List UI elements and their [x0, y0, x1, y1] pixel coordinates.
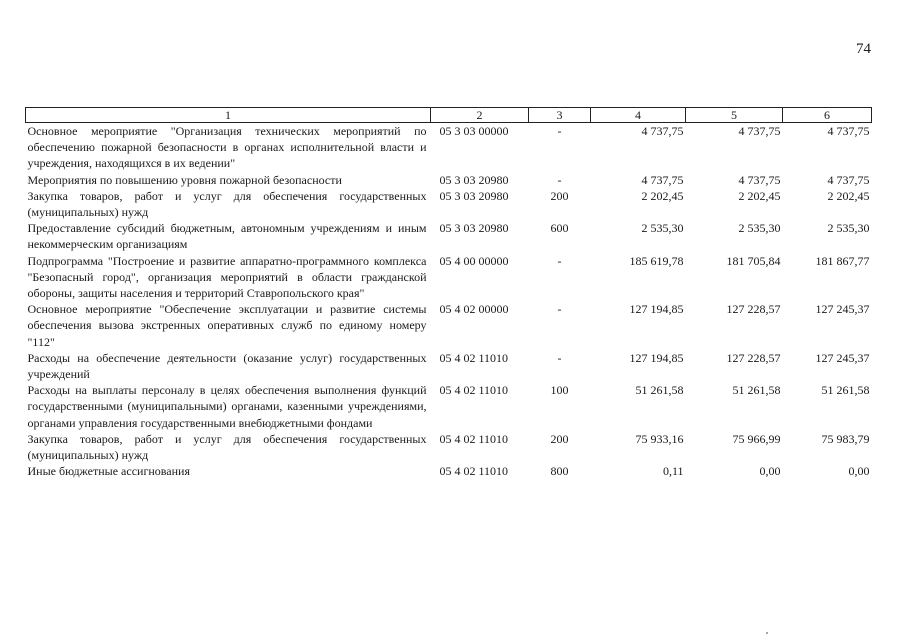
- row-code: 05 4 02 00000: [439, 302, 509, 317]
- row-value-col-4: 51 261,58: [635, 383, 684, 398]
- row-expense-type: -: [557, 302, 562, 317]
- table-row: [26, 301, 872, 350]
- row-code: 05 3 03 20980: [439, 188, 509, 203]
- row-value-col-5: 0,00: [759, 464, 781, 479]
- row-name: Закупка товаров, работ и услуг для обеспечения государственных (муниципальных) нужд: [27, 431, 427, 463]
- header-col-2: 2: [431, 108, 529, 123]
- row-expense-type: -: [557, 350, 562, 365]
- row-code: 05 4 02 11010: [439, 350, 509, 365]
- row-value-col-5: 2 535,30: [738, 221, 781, 236]
- row-value-col-6: 4 737,75: [827, 124, 870, 138]
- row-value-col-4: 127 194,85: [629, 350, 684, 365]
- row-value-col-4: 127 194,85: [629, 302, 684, 317]
- row-name: Закупка товаров, работ и услуг для обеспечения государственных (муниципальных) нужд: [27, 188, 427, 220]
- row-expense-type: 200: [550, 431, 569, 446]
- row-name: Основное мероприятие "Организация технических мероприятий по обеспечению пожарной безопасности в органах исполнительной власти и учреждения, находящихся в их ведении": [27, 124, 427, 171]
- row-name: Предоставление субсидий бюджетным, автономным учреждениям и иным некоммерческим организациям: [27, 221, 427, 252]
- header-col-4: 4: [591, 108, 686, 123]
- budget-table: [25, 107, 872, 479]
- row-code: 05 4 02 11010: [439, 383, 509, 398]
- table-row: [26, 350, 872, 382]
- row-name: Подпрограмма "Построение и развитие аппаратно-программного комплекса "Безопасный город", организация мероприятий в области гражданской обороны, защиты населения и территорий Ставропольского края": [27, 253, 427, 301]
- row-expense-type: 600: [550, 221, 569, 236]
- row-name: Мероприятия по повышению уровня пожарной безопасности: [27, 172, 342, 187]
- table-row: [26, 463, 872, 479]
- row-value-col-6: 2 202,45: [827, 188, 870, 203]
- row-expense-type: -: [557, 172, 562, 187]
- header-row: [26, 108, 872, 123]
- row-code: 05 4 02 11010: [439, 464, 509, 479]
- table-row: [26, 382, 872, 431]
- table-row: [26, 253, 872, 302]
- row-expense-type: 200: [550, 188, 569, 203]
- row-name: Расходы на выплаты персоналу в целях обеспечения выполнения функций государственными (муниципальными) органами, казенными учреждениями, органами управления государственными внебюджетными фондами: [27, 383, 427, 430]
- row-name: Иные бюджетные ассигнования: [27, 464, 190, 479]
- row-name: Основное мероприятие "Обеспечение эксплуатации и развитие системы обеспечения вызова экстренных оперативных служб по единому номеру "112": [27, 302, 427, 349]
- scan-speck: [766, 632, 768, 634]
- row-value-col-4: 2 202,45: [641, 188, 684, 203]
- row-value-col-5: 2 202,45: [738, 188, 781, 203]
- row-value-col-6: 75 983,79: [821, 431, 870, 446]
- table-row: [26, 431, 872, 463]
- row-code: 05 3 03 00000: [439, 124, 509, 138]
- page-number: 74: [856, 41, 871, 57]
- row-value-col-6: 127 245,37: [815, 302, 870, 317]
- row-value-col-6: 51 261,58: [821, 383, 870, 398]
- row-value-col-5: 127 228,57: [726, 350, 781, 365]
- row-expense-type: -: [557, 253, 562, 268]
- row-value-col-6: 2 535,30: [827, 221, 870, 236]
- table-row: [26, 220, 872, 252]
- row-name: Расходы на обеспечение деятельности (оказание услуг) государственных учреждений: [27, 350, 427, 382]
- table-row: [26, 123, 872, 172]
- row-value-col-4: 4 737,75: [641, 172, 684, 187]
- header-col-3: 3: [529, 108, 591, 123]
- row-value-col-5: 4 737,75: [738, 172, 781, 187]
- row-value-col-6: 4 737,75: [827, 172, 870, 187]
- row-value-col-5: 75 966,99: [732, 431, 781, 446]
- header-col-1: 1: [26, 108, 431, 123]
- row-expense-type: 100: [550, 383, 569, 398]
- row-value-col-5: 127 228,57: [726, 302, 781, 317]
- row-code: 05 3 03 20980: [439, 172, 509, 187]
- row-value-col-5: 4 737,75: [738, 124, 781, 138]
- table-row: [26, 172, 872, 188]
- row-value-col-4: 185 619,78: [629, 253, 684, 268]
- row-value-col-4: 4 737,75: [641, 124, 684, 138]
- row-value-col-4: 0,11: [662, 464, 684, 479]
- table-row: [26, 188, 872, 220]
- row-expense-type: -: [557, 124, 562, 138]
- row-value-col-6: 0,00: [848, 464, 870, 479]
- row-code: 05 4 02 11010: [439, 431, 509, 446]
- row-value-col-4: 2 535,30: [641, 221, 684, 236]
- table-body: [26, 123, 872, 480]
- header-col-5: 5: [686, 108, 783, 123]
- table-header: [26, 108, 872, 123]
- header-col-6: 6: [783, 108, 872, 123]
- row-code: 05 3 03 20980: [439, 221, 509, 236]
- row-value-col-5: 51 261,58: [732, 383, 781, 398]
- row-expense-type: 800: [550, 464, 569, 479]
- row-value-col-6: 181 867,77: [815, 253, 870, 268]
- row-value-col-5: 181 705,84: [726, 253, 781, 268]
- row-value-col-4: 75 933,16: [635, 431, 684, 446]
- row-code: 05 4 00 00000: [439, 253, 509, 268]
- row-value-col-6: 127 245,37: [815, 350, 870, 365]
